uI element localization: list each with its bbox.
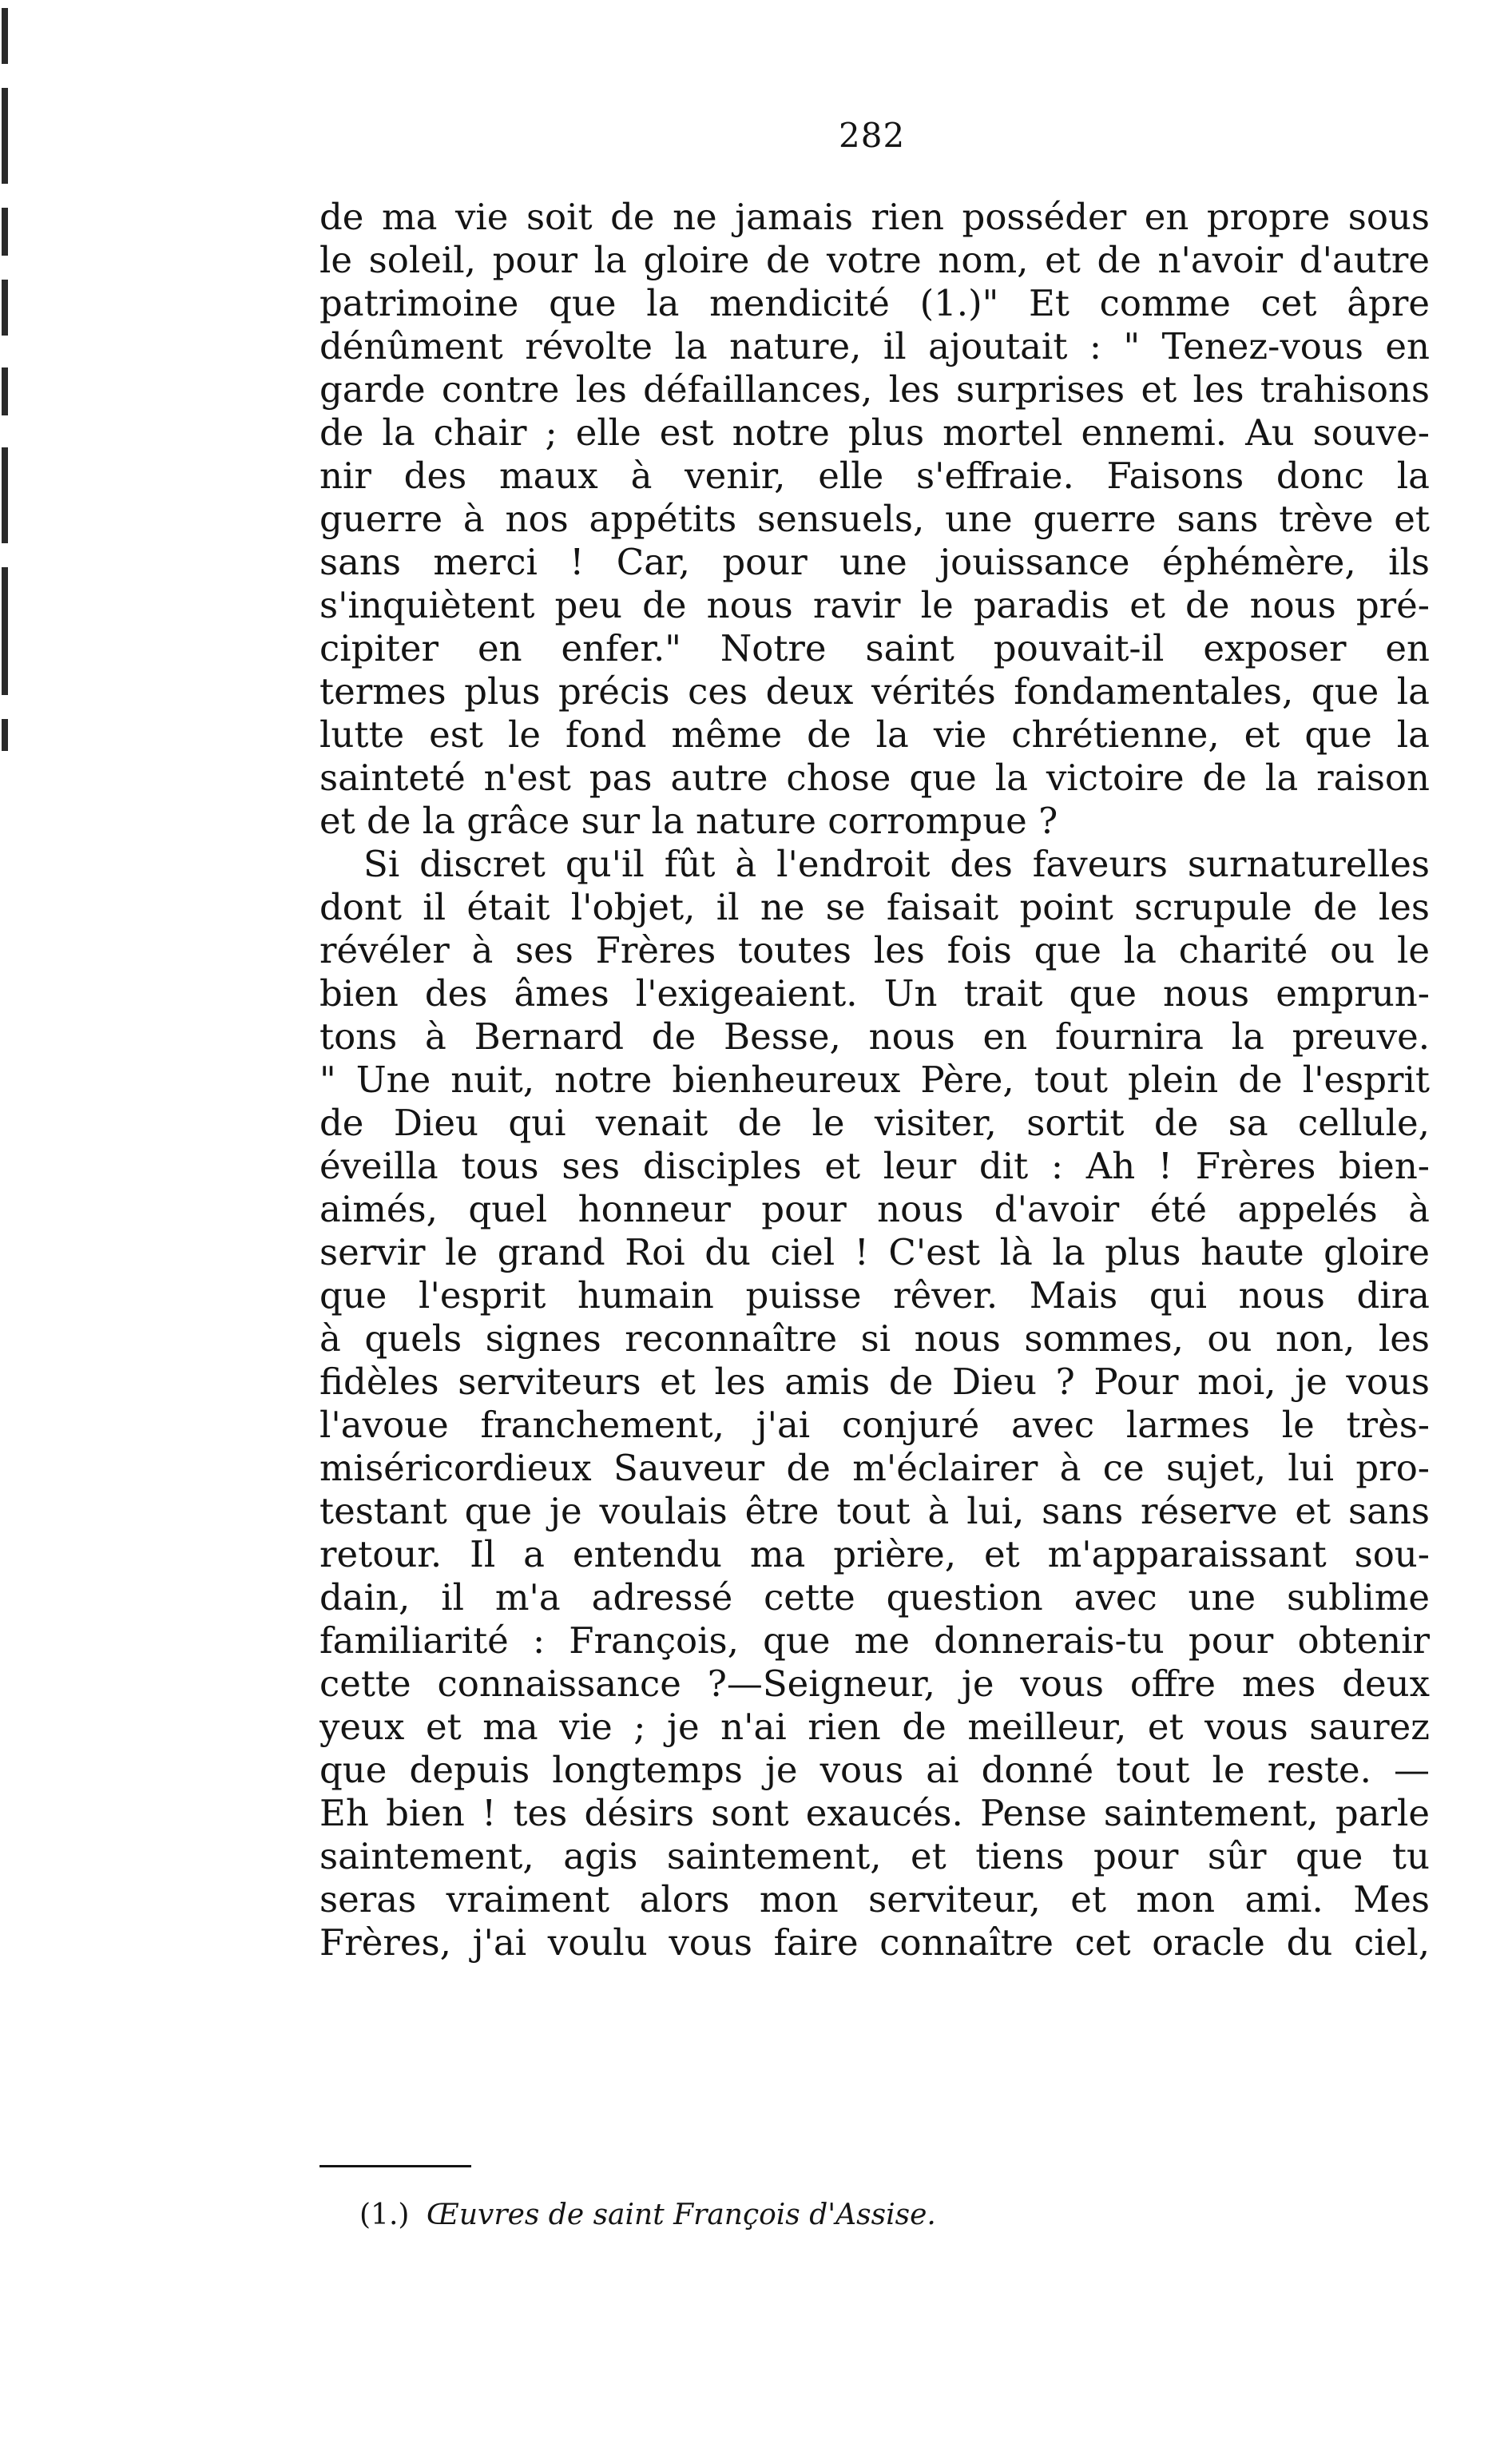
text-line: l'avoue franchement, j'ai conjuré avec larmes le très-	[319, 1404, 1430, 1446]
text-line: de ma vie soit de ne jamais rien posséder en propre sous	[319, 196, 1430, 238]
text-line: testant que je voulais être tout à lui, sans réserve et sans	[319, 1490, 1430, 1532]
body-text	[319, 196, 1430, 1964]
text-line: bien des âmes l'exigeaient. Un trait que nous emprun-	[319, 972, 1430, 1015]
text-line: cipiter en enfer." Notre saint pouvait-il exposer en	[319, 627, 1430, 669]
text-line: familiarité : François, que me donnerais-tu pour obtenir	[319, 1619, 1430, 1662]
text-line: sans merci ! Car, pour une jouissance éphémère, ils	[319, 541, 1430, 583]
footnote-citation: Œuvres de saint François d'Assise.	[426, 2199, 936, 2231]
text-line: dont il était l'objet, il ne se faisait point scrupule de les	[319, 886, 1430, 928]
scan-speck	[2, 8, 8, 64]
scan-speck	[2, 88, 8, 184]
footnote-marker: (1.)	[359, 2199, 410, 2231]
scan-speck	[2, 367, 8, 415]
text-line: seras vraiment alors mon serviteur, et mon ami. Mes	[319, 1878, 1430, 1921]
text-line: aimés, quel honneur pour nous d'avoir été appelés à	[319, 1188, 1430, 1230]
text-line: Frères, j'ai voulu vous faire connaître cet oracle du ciel,	[319, 1921, 1430, 1964]
scan-margin-artifacts	[0, 0, 32, 1039]
text-line: miséricordieux Sauveur de m'éclairer à ce sujet, lui pro-	[319, 1447, 1430, 1489]
text-line: éveilla tous ses disciples et leur dit : Ah ! Frères bien-	[319, 1145, 1430, 1187]
text-line: sainteté n'est pas autre chose que la victoire de la raison	[319, 757, 1430, 799]
scan-speck	[2, 447, 8, 543]
text-line: le soleil, pour la gloire de votre nom, et de n'avoir d'autre	[319, 239, 1430, 281]
text-line: s'inquiètent peu de nous ravir le paradis et de nous pré-	[319, 584, 1430, 626]
text-line: et de la grâce sur la nature corrompue ?	[319, 800, 1058, 842]
footnote-divider	[319, 2165, 471, 2167]
text-line: saintement, agis saintement, et tiens pour sûr que tu	[319, 1835, 1430, 1877]
text-line: guerre à nos appétits sensuels, une guerre sans trève et	[319, 498, 1430, 540]
text-line: nir des maux à venir, elle s'effraie. Faisons donc la	[319, 455, 1430, 497]
text-line: que l'esprit humain puisse rêver. Mais qui nous dira	[319, 1274, 1430, 1317]
text-line: dain, il m'a adressé cette question avec une sublime	[319, 1576, 1430, 1619]
text-line: termes plus précis ces deux vérités fondamentales, que la	[319, 670, 1430, 713]
text-line: lutte est le fond même de la vie chrétienne, et que la	[319, 713, 1430, 756]
text-line: Eh bien ! tes désirs sont exaucés. Pense saintement, parle	[319, 1792, 1430, 1834]
scan-speck	[2, 208, 8, 256]
page-number: 282	[839, 116, 906, 155]
text-line: à quels signes reconnaître si nous sommes, ou non, les	[319, 1317, 1430, 1360]
text-line: de la chair ; elle est notre plus mortel ennemi. Au souve-	[319, 411, 1430, 454]
text-line: cette connaissance ?—Seigneur, je vous offre mes deux	[319, 1662, 1430, 1705]
text-line: dénûment révolte la nature, il ajoutait : " Tenez-vous en	[319, 325, 1430, 367]
footnote	[359, 2199, 936, 2231]
text-line: " Une nuit, notre bienheureux Père, tout plein de l'esprit	[319, 1059, 1430, 1101]
text-line: servir le grand Roi du ciel ! C'est là la plus haute gloire	[319, 1231, 1430, 1273]
text-line: patrimoine que la mendicité (1.)" Et comme cet âpre	[319, 282, 1430, 324]
text-line: fidèles serviteurs et les amis de Dieu ? Pour moi, je vous	[319, 1361, 1430, 1403]
scan-speck	[2, 719, 8, 751]
text-line: retour. Il a entendu ma prière, et m'apparaissant sou-	[319, 1533, 1430, 1575]
text-line-paragraph-start: Si discret qu'il fût à l'endroit des faveurs surnaturelles	[363, 843, 1430, 885]
text-line: tons à Bernard de Besse, nous en fournira la preuve.	[319, 1015, 1430, 1058]
text-line: de Dieu qui venait de le visiter, sortit de sa cellule,	[319, 1102, 1430, 1144]
scan-speck	[2, 567, 8, 695]
text-line: révéler à ses Frères toutes les fois que la charité ou le	[319, 929, 1430, 971]
text-line: yeux et ma vie ; je n'ai rien de meilleur, et vous saurez	[319, 1706, 1430, 1748]
text-line: garde contre les défaillances, les surprises et les trahisons	[319, 368, 1430, 411]
scan-speck	[2, 280, 8, 336]
text-line: que depuis longtemps je vous ai donné tout le reste. —	[319, 1749, 1430, 1791]
